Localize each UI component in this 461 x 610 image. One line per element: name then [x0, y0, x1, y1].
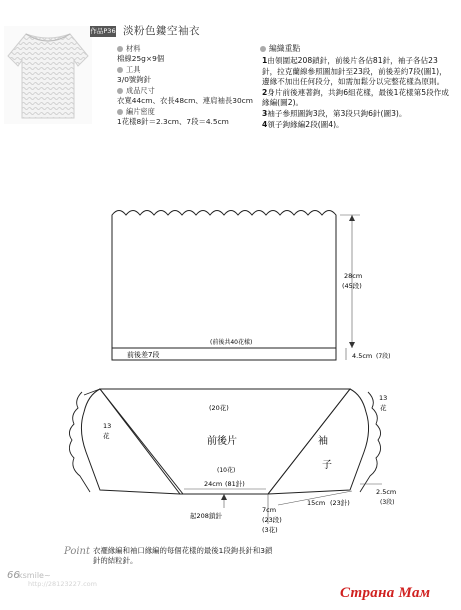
brand-text: ksmile~ — [18, 571, 51, 580]
sleeve-edge: 2.5cm — [376, 488, 397, 496]
sweater-photo — [4, 26, 92, 124]
pattern-title: 淡粉色鏤空袖衣 — [123, 25, 200, 37]
notes-steps — [262, 56, 452, 130]
front-back-label: 前後片 — [207, 436, 237, 447]
right-cuff-scallop — [360, 392, 381, 492]
schematic-diagram — [58, 205, 418, 535]
neck-width: 24cm — [204, 480, 223, 488]
sleeve-label-2: 子 — [322, 460, 332, 471]
spec-material: 材料 棉線25g×9個 — [117, 44, 165, 63]
bullet-icon — [117, 67, 123, 73]
body-rows: (45段) — [342, 282, 362, 290]
sleeve-label-1: 袖 — [318, 436, 328, 447]
spec-list — [117, 44, 257, 126]
body-height: 28cm — [344, 272, 363, 280]
band-rows: (7段) — [376, 353, 391, 360]
sleeve-edge-rows: (3段) — [380, 499, 395, 506]
sweater-photo-illustration — [4, 26, 92, 124]
note-step: 3袖子參照圖鉤3段，第3段只鉤6針(圖3)。 — [262, 108, 407, 118]
side-pattern-right: 13 — [379, 394, 388, 402]
raglan-rows: (23段) — [262, 516, 282, 524]
band-label: 前後差7段 — [127, 351, 160, 359]
bullet-icon — [117, 109, 123, 115]
left-cuff-scallop — [69, 392, 90, 492]
bullet-icon — [260, 46, 266, 52]
body-outline — [112, 211, 336, 349]
page-number: 66 — [7, 570, 20, 581]
neck-stitches: (81針) — [225, 480, 245, 488]
side-pattern-left-unit: 花 — [103, 432, 110, 440]
note-step: 2身片前後連著鉤，共鉤6組花樣，最後1花樣第5段作成緣編(圖2)。 — [262, 87, 449, 108]
point-label: Point — [64, 546, 91, 557]
bullet-icon — [117, 46, 123, 52]
note-step: 4領子鉤緣編2段(圖4)。 — [262, 119, 344, 129]
work-tag: 作品P36 — [90, 27, 116, 35]
body-width-pattern: (前後共40花樣) — [210, 339, 253, 346]
side-pattern-right-unit: 花 — [380, 404, 387, 412]
source-url: http://28123227.com — [28, 580, 97, 588]
spec-size: 成品尺寸 衣寬44cm、衣長48cm、連肩袖長30cm — [117, 86, 253, 105]
spec-gauge: 編片密度 1花樣8針＝2.3cm、7段＝4.5cm — [117, 107, 229, 126]
watermark: Страна Мам — [340, 585, 431, 601]
notes-heading: 編織重點 — [260, 43, 300, 54]
side-pattern-left: 13 — [103, 422, 112, 430]
spec-tools: 工具 3/0號鉤針 — [117, 65, 152, 84]
note-step: 1由領圍起208鎖針，前後片各佔81針，袖子各佔23針，拉克蘭線參照圖加針至23段，前後差約7段(圖1)，邊緣不加出任何段分，如需加鬆分以完整花樣為原則。 — [262, 56, 447, 87]
band-height: 4.5cm — [352, 352, 373, 360]
point-text: 衣襬緣編和袖口緣編的每個花樣的最後1段鉤長針和3鎖針的結粒針。 — [93, 546, 273, 565]
raglan-length: 7cm — [262, 506, 277, 514]
sleeve-width: 15cm — [307, 499, 326, 507]
neck-pattern: (10花) — [217, 467, 236, 474]
bullet-icon — [117, 88, 123, 94]
yoke-top-pattern: (20花) — [209, 404, 229, 412]
raglan-small: (3花) — [262, 526, 278, 534]
sleeve-stitches: (23針) — [330, 499, 350, 507]
start-label: 起208鎖針 — [190, 512, 222, 520]
